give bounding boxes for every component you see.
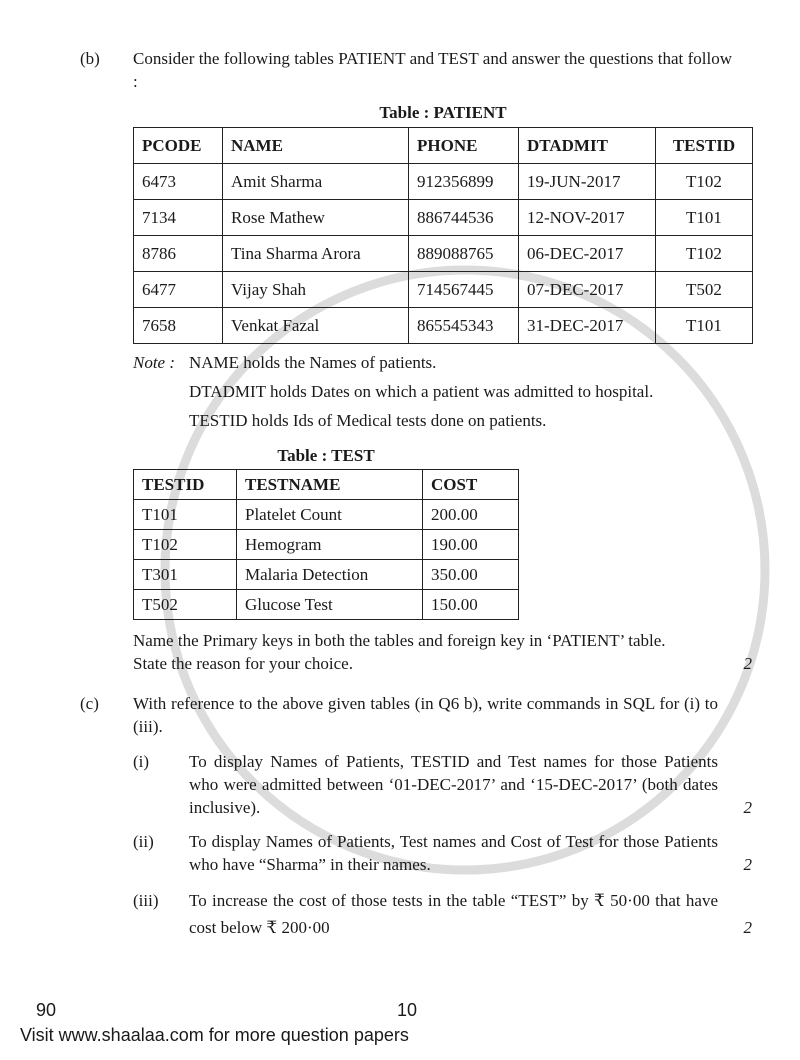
column-header: TESTID bbox=[134, 470, 237, 500]
table-cell: 886744536 bbox=[409, 200, 519, 236]
marks: 2 bbox=[743, 654, 752, 673]
marks: 2 bbox=[743, 918, 752, 937]
table-cell: 31-DEC-2017 bbox=[519, 308, 656, 344]
table-cell: 150.00 bbox=[423, 590, 519, 620]
item-i bbox=[133, 750, 752, 819]
table-cell: T101 bbox=[134, 500, 237, 530]
item-text: To increase the cost of those tests in the table “TEST” by ₹ 50·00 that have cost below ₹ 200·00 bbox=[189, 891, 718, 937]
item-ii bbox=[133, 830, 752, 876]
part-b-intro: Consider the following tables PATIENT and TEST and answer the questions that follow : bbox=[133, 49, 732, 91]
column-header: TESTID bbox=[656, 128, 753, 164]
table-cell: Platelet Count bbox=[237, 500, 423, 530]
marks: 2 bbox=[743, 798, 752, 817]
table-cell: 19-JUN-2017 bbox=[519, 164, 656, 200]
table-cell: Rose Mathew bbox=[223, 200, 409, 236]
marks: 2 bbox=[743, 855, 752, 874]
test-section bbox=[133, 444, 752, 620]
table-row bbox=[134, 272, 753, 308]
visit-link[interactable]: Visit www.shaalaa.com for more question papers bbox=[20, 1025, 409, 1045]
table-cell: Venkat Fazal bbox=[223, 308, 409, 344]
table-cell: 865545343 bbox=[409, 308, 519, 344]
column-header: NAME bbox=[223, 128, 409, 164]
table-cell: 912356899 bbox=[409, 164, 519, 200]
patient-section bbox=[133, 101, 752, 344]
column-header: COST bbox=[423, 470, 519, 500]
table-cell: T102 bbox=[656, 164, 753, 200]
notes bbox=[189, 351, 752, 432]
primary-key-question: Name the Primary keys in both the tables and foreign key in ‘PATIENT’ table. bbox=[133, 631, 666, 650]
table-cell: 7658 bbox=[134, 308, 223, 344]
column-header: DTADMIT bbox=[519, 128, 656, 164]
item-text: To display Names of Patients, Test names and Cost of Test for those Patients who have “Sharma” in their names. bbox=[189, 832, 718, 874]
table-row bbox=[134, 200, 753, 236]
table-row bbox=[134, 164, 753, 200]
table-cell: 7134 bbox=[134, 200, 223, 236]
question-content bbox=[80, 47, 752, 941]
part-c-label: (c) bbox=[80, 694, 99, 713]
note-block bbox=[133, 351, 752, 432]
table-cell: Amit Sharma bbox=[223, 164, 409, 200]
item-label: (i) bbox=[133, 752, 150, 771]
table-cell: Malaria Detection bbox=[237, 560, 423, 590]
item-label: (iii) bbox=[133, 891, 159, 910]
note-2: DTADMIT holds Dates on which a patient was admitted to hospital. bbox=[189, 382, 654, 401]
table-row bbox=[134, 560, 519, 590]
table-cell: Vijay Shah bbox=[223, 272, 409, 308]
table-cell: 6477 bbox=[134, 272, 223, 308]
table-cell: Glucose Test bbox=[237, 590, 423, 620]
table-cell: T502 bbox=[134, 590, 237, 620]
patient-table-title: Table : PATIENT bbox=[379, 103, 507, 122]
item-label: (ii) bbox=[133, 832, 154, 851]
table-header-row bbox=[134, 128, 753, 164]
note-3: TESTID holds Ids of Medical tests done on patients. bbox=[189, 411, 547, 430]
table-row bbox=[134, 308, 753, 344]
table-cell: 190.00 bbox=[423, 530, 519, 560]
table-cell: 200.00 bbox=[423, 500, 519, 530]
table-row bbox=[134, 530, 519, 560]
test-table-title: Table : TEST bbox=[277, 446, 375, 465]
column-header: PHONE bbox=[409, 128, 519, 164]
table-cell: T101 bbox=[656, 308, 753, 344]
table-row bbox=[134, 500, 519, 530]
reason-question: State the reason for your choice. bbox=[133, 654, 353, 673]
question-text bbox=[133, 629, 752, 675]
part-b-question bbox=[133, 629, 752, 675]
table-cell: Tina Sharma Arora bbox=[223, 236, 409, 272]
table-cell: 8786 bbox=[134, 236, 223, 272]
patient-table bbox=[133, 127, 753, 344]
table-cell: 350.00 bbox=[423, 560, 519, 590]
table-cell: 714567445 bbox=[409, 272, 519, 308]
page-number: 10 bbox=[397, 1000, 418, 1020]
test-table bbox=[133, 469, 519, 620]
note-1: NAME holds the Names of patients. bbox=[189, 353, 437, 372]
note-label: Note : bbox=[133, 353, 176, 372]
table-cell: 06-DEC-2017 bbox=[519, 236, 656, 272]
table-cell: 6473 bbox=[134, 164, 223, 200]
column-header: PCODE bbox=[134, 128, 223, 164]
table-cell: 12-NOV-2017 bbox=[519, 200, 656, 236]
table-row bbox=[134, 590, 519, 620]
table-row bbox=[134, 236, 753, 272]
part-b-label: (b) bbox=[80, 49, 100, 68]
table-cell: Hemogram bbox=[237, 530, 423, 560]
table-cell: T301 bbox=[134, 560, 237, 590]
item-text: To display Names of Patients, TESTID and Test names for those Patients who were admitted between ‘01-DEC-2017’ and ‘15-DEC-2017’ (both dates inclusive). bbox=[189, 752, 718, 817]
paper-code: 90 bbox=[36, 1000, 57, 1020]
column-header: TESTNAME bbox=[237, 470, 423, 500]
table-cell: 889088765 bbox=[409, 236, 519, 272]
table-cell: 07-DEC-2017 bbox=[519, 272, 656, 308]
table-header-row bbox=[134, 470, 519, 500]
part-c-intro: With reference to the above given tables (in Q6 b), write commands in SQL for (i) to (iii). bbox=[133, 694, 718, 736]
table-cell: T102 bbox=[656, 236, 753, 272]
part-b bbox=[80, 47, 752, 93]
item-iii bbox=[133, 887, 752, 941]
table-cell: T502 bbox=[656, 272, 753, 308]
table-cell: T102 bbox=[134, 530, 237, 560]
part-c bbox=[80, 692, 752, 738]
table-cell: T101 bbox=[656, 200, 753, 236]
